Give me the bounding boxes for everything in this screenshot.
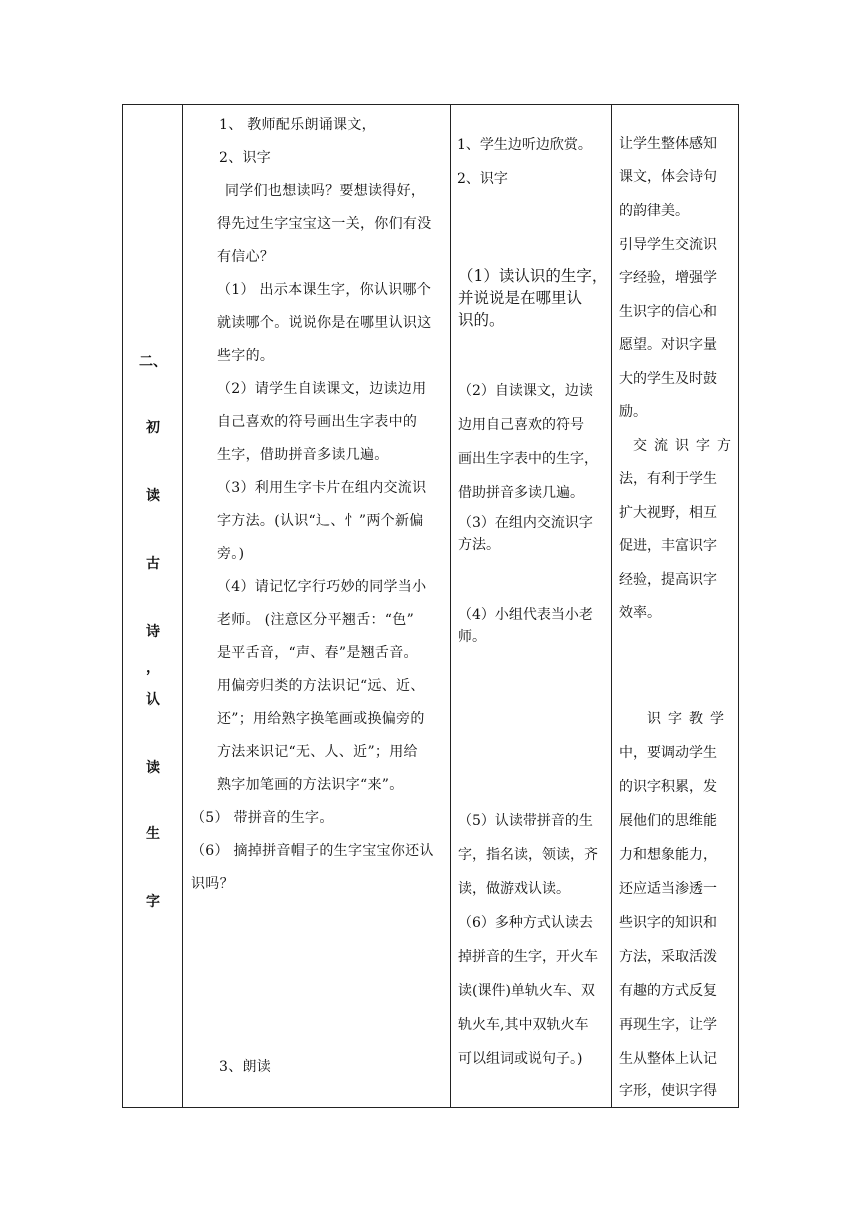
teacher-line: （2）请学生自读课文，边读边用 — [217, 381, 427, 397]
student-line: 师。 — [458, 629, 486, 645]
stage-line: 字 — [146, 894, 160, 910]
student-line: 读，做游戏认读。 — [458, 881, 570, 897]
stage-column — [123, 105, 182, 1107]
student-line: （6）多种方式认读去 — [458, 915, 593, 931]
student-line: 识的。 — [458, 311, 505, 329]
teacher-line: 方法来识记“无、人、近”；用给 — [217, 744, 418, 760]
stage-line: 认 — [146, 692, 160, 708]
teacher-line: 有信心？ — [217, 249, 275, 265]
teacher-line: （1） 出示本课生字，你认识哪个 — [217, 282, 432, 298]
intent-line: 力和想象能力， — [619, 847, 717, 863]
intent-line: 识字教学 — [647, 711, 731, 727]
teacher-line: 就读哪个。说说你是在哪里认识这 — [217, 315, 432, 331]
student-line: 并说说是在哪里认 — [458, 289, 583, 307]
teacher-line: （4）请记忆字行巧妙的同学当小 — [217, 579, 427, 595]
intent-line: 愿望。对识字量 — [619, 337, 717, 353]
student-line: 1、学生边听边欣赏。 — [457, 137, 592, 153]
stage-line: 读 — [146, 760, 160, 776]
intent-line: 的韵律美。 — [619, 203, 689, 219]
student-line: 2、识字 — [457, 171, 508, 187]
student-line: 掉拼音的生字，开火车 — [458, 949, 598, 965]
teacher-line: 3、朗读 — [219, 1059, 272, 1075]
intent-line: 交流识字方 — [633, 438, 738, 454]
student-line: 借助拼音多读几遍。 — [458, 485, 584, 501]
intent-line: 生识字的信心和 — [619, 304, 717, 320]
teacher-line: 还”；用给熟字换笔画或换偏旁的 — [217, 711, 425, 727]
teacher-line: （3）利用生字卡片在组内交流识 — [217, 480, 427, 496]
intent-line: 课文，体会诗句 — [619, 169, 717, 185]
intent-line: 些识字的知识和 — [619, 915, 717, 931]
intent-line: 方法，采取活泼 — [619, 949, 717, 965]
intent-line: 效率。 — [619, 605, 661, 621]
intent-line: 促进，丰富识字 — [619, 538, 717, 554]
teacher-line: （6） 摘掉拼音帽子的生字宝宝你还认 — [191, 843, 434, 859]
intent-line: 字形，使识字得 — [619, 1083, 717, 1099]
intent-line: 再现生字，让学 — [619, 1017, 717, 1033]
teacher-line: 1、 教师配乐朗诵课文， — [219, 117, 376, 133]
teacher-line: 字方法。(认识“辶、忄”两个新偏 — [217, 513, 424, 529]
intent-line: 的识字积累，发 — [619, 779, 717, 795]
stage-line: 初 — [146, 420, 160, 436]
intent-line: 字经验，增强学 — [619, 270, 717, 286]
intent-line: 经验，提高识字 — [619, 572, 717, 588]
intent-line: 励。 — [619, 404, 647, 420]
student-line: 画出生字表中的生字， — [458, 451, 598, 467]
teacher-line: 些字的。 — [217, 348, 275, 364]
student-column — [451, 105, 611, 1107]
teacher-line: 老师。 (注意区分平翘舌：“色” — [217, 612, 415, 628]
teacher-line: 用偏旁归类的方法识记“远、近、 — [217, 678, 425, 694]
student-line: （4）小组代表当小老 — [458, 607, 593, 623]
teacher-line: 自己喜欢的符号画出生字表中的 — [217, 414, 418, 430]
teacher-line: 是平舌音，“声、春”是翘舌音。 — [217, 645, 418, 661]
stage-line: 诗 — [146, 624, 160, 640]
intent-line: 大的学生及时鼓 — [619, 371, 717, 387]
stage-line: ， — [146, 660, 160, 676]
intent-line: 引导学生交流识 — [619, 237, 717, 253]
student-line: （3）在组内交流识字 — [458, 515, 593, 531]
student-line: 字，指名读，领读，齐 — [458, 847, 598, 863]
intent-line: 让学生整体感知 — [619, 136, 717, 152]
intent-line: 中，要调动学生 — [619, 745, 717, 761]
intent-line: 扩大视野，相互 — [619, 505, 717, 521]
stage-line: 古 — [146, 556, 160, 572]
stage-line: 生 — [146, 826, 160, 842]
intent-line: 有趣的方式反复 — [619, 983, 717, 999]
intent-line: 生从整体上认记 — [619, 1051, 717, 1067]
teacher-line: 熟字加笔画的方法识字“来”。 — [217, 777, 404, 793]
teacher-line: 同学们也想读吗？要想读得好， — [225, 183, 426, 199]
stage-line: 二、 — [139, 354, 167, 370]
student-line: （5）认读带拼音的生 — [458, 813, 593, 829]
teacher-line: 生字，借助拼音多读几遍。 — [217, 447, 389, 463]
student-line: 方法。 — [458, 537, 500, 553]
teacher-column — [183, 105, 450, 1107]
student-line: 边用自己喜欢的符号 — [458, 417, 584, 433]
intent-line: 法，有利于学生 — [619, 471, 717, 487]
teacher-line: 旁。) — [217, 546, 245, 562]
student-line: 轨火车,其中双轨火车 — [458, 1017, 589, 1033]
lesson-table — [122, 104, 739, 1108]
stage-line: 读 — [146, 488, 160, 504]
student-line: （2）自读课文，边读 — [458, 383, 593, 399]
teacher-line: 2、识字 — [219, 150, 272, 166]
student-line: （1）读认识的生字， — [458, 267, 608, 285]
intent-line: 展他们的思维能 — [619, 813, 717, 829]
intent-line: 还应适当渗透一 — [619, 881, 717, 897]
student-line: 可以组词或说句子。) — [458, 1051, 583, 1067]
teacher-line: 得先过生字宝宝这一关，你们有没 — [217, 216, 432, 232]
teacher-line: 识吗？ — [191, 876, 234, 892]
teacher-line: （5） 带拼音的生字。 — [191, 810, 334, 826]
intent-column — [612, 105, 740, 1107]
student-line: 读(课件)单轨火车、双 — [458, 983, 595, 999]
